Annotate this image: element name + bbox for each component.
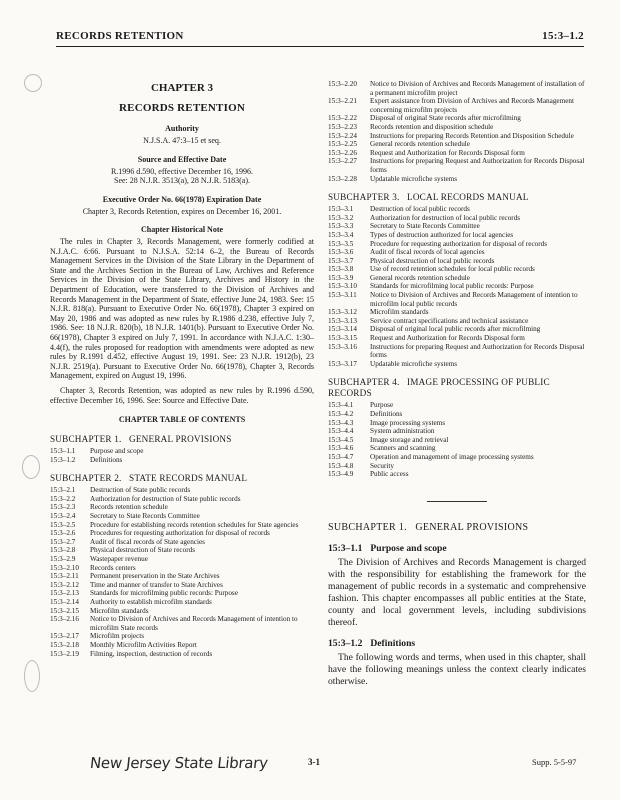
toc-entry [50, 495, 314, 504]
toc-entry-number: 15:3–3.9 [328, 273, 354, 282]
toc-entry-title: Scanners and scanning [370, 444, 436, 453]
library-stamp: New Jersey State Library [89, 754, 269, 772]
toc-entry-number: 15:3–3.4 [328, 230, 354, 239]
right-column [328, 80, 586, 697]
toc-subchapter-2-list [50, 486, 314, 658]
toc-entry [328, 291, 586, 308]
toc-entry [328, 80, 586, 97]
toc-entry [328, 240, 586, 249]
historical-note-heading: Chapter Historical Note [140, 225, 224, 234]
historical-note-paragraph-2: Chapter 3, Records Retention, was adopted as new rules by R.1996 d.590, effective December 16, 1996. See: Source and Effective Date. [50, 385, 314, 405]
toc-entry-title: Notice to Division of Archives and Records Management of intention to microfilm local public records [370, 291, 578, 308]
toc-entry-number: 15:3–2.28 [328, 174, 357, 183]
historical-note-paragraph: The rules in Chapter 3, Records Management, were formerly codified at N.J.A.C. 6:66. Pursuant to N.J.S.A. 52:14 6–2, the Bureau of Records Management Services in the Division of the State Library in the Department of State and the Archives Section in the Bureau of Law, Archives and Reference Services in the Division of the State Library, Archives and History in the Department of Education, were transferred to the Division of Archives and Records Management in the Department of State, effective June 24, 1983. See: 15 N.J.R. 818(a). Pursuant to Executive Order No. 66(1978), Chapter 3 expired on May 20, 1986 and was adopted as new rules by R.1986 d.238, effective July 7, 1986. See: 18 N.J.R. 820(b), 18 N.J.R. 1401(b). Pursuant to Executive Order No. 66(1978), Chapter 3 expired on July 7, 1991. In accordance with N.J.A.C. 1:30–4.4(f), the rules proposed for readoption with amendments were adopted as new rules by R.1991 d.452, effective August 19, 1991. See: 23 N.J.R. 1912(b), 23 N.J.R. 2519(a). Pursuant to Executive Order No. 66(1978), Chapter 3, Records Management, expired on August 19, 1996. [50, 237, 314, 381]
authority-text: N.J.S.A. 47:3–15 et seq. [143, 136, 221, 145]
toc-entry-number: 15:3–3.8 [328, 265, 354, 274]
toc-entry [50, 555, 314, 564]
toc-entry-title: Image processing systems [370, 418, 446, 427]
toc-entry [328, 444, 586, 453]
toc-entry-number: 15:3–2.7 [50, 537, 76, 546]
toc-entry [50, 546, 314, 555]
toc-entry-title: Destruction of State public records [90, 486, 191, 495]
toc-entry-title: Purpose [370, 401, 394, 410]
toc-entry [328, 157, 586, 174]
toc-entry-title: Expert assistance from Division of Archives and Records Management concerning microfilm projects [370, 97, 574, 114]
toc-entry-title: Microfilm projects [90, 632, 145, 641]
toc-entry-title: General records retention schedule [370, 140, 470, 149]
toc-entry-number: 15:3–2.11 [50, 572, 79, 581]
source-heading: Source and Effective Date [137, 154, 227, 164]
toc-entry-title: Authorization for destruction of State public records [90, 494, 241, 503]
toc-entry-number: 15:3–3.5 [328, 239, 354, 248]
toc-entry [328, 334, 586, 343]
running-header [56, 30, 584, 47]
toc-entry-number: 15:3–3.16 [328, 342, 357, 351]
toc-entry-number: 15:3–2.6 [50, 529, 76, 538]
toc-entry-number: 15:3–2.17 [50, 632, 79, 641]
toc-entry-title: Physical destruction of local public records [370, 256, 495, 265]
toc-entry [328, 231, 586, 240]
toc-entry-number: 15:3–2.20 [328, 80, 357, 88]
toc-subchapter-2-heading: SUBCHAPTER 2. STATE RECORDS MANUAL [50, 473, 248, 484]
toc-entry-number: 15:3–3.2 [328, 213, 354, 222]
toc-entry-title: General records retention schedule [370, 273, 470, 282]
toc-entry-title: Request and Authorization for Records Disposal form [370, 334, 525, 343]
toc-entry [50, 486, 314, 495]
toc-entry-title: Definitions [90, 455, 123, 464]
toc-entry [50, 512, 314, 521]
toc-entry-title: Public access [370, 470, 409, 479]
toc-entry-number: 15:3–2.14 [50, 598, 79, 606]
toc-entry-title: Microfilm standards [370, 308, 429, 317]
toc-entry-number: 15:3–3.13 [328, 316, 357, 325]
toc-entry-title: Monthly Microfilm Activities Report [90, 640, 197, 649]
toc-entry [328, 308, 586, 317]
toc-entry-title: Records centers [90, 563, 136, 572]
toc-entry-number: 15:3–3.6 [328, 248, 354, 257]
toc-entry-title: Microfilm standards [90, 606, 149, 615]
toc-entry [328, 97, 586, 114]
toc-entry-number: 15:3–2.24 [328, 131, 357, 140]
toc-entry-title: Image storage and retrieval [370, 435, 449, 444]
toc-entry [328, 470, 586, 479]
toc-entry-title: Updatable microfiche systems [370, 359, 458, 368]
section-divider [427, 501, 487, 502]
toc-entry-number: 15:3–4.3 [328, 418, 354, 427]
toc-subchapter-1-list [50, 447, 314, 464]
toc-entry [328, 114, 586, 123]
toc-entry [328, 401, 586, 410]
toc-entry [328, 149, 586, 158]
toc-entry [328, 214, 586, 223]
toc-subchapter-1-heading: SUBCHAPTER 1. GENERAL PROVISIONS [50, 434, 232, 445]
toc-entry-title: Disposal of original State records after microfilming [370, 114, 521, 123]
toc-entry-title: Instructions for preparing Request and Authorization for Records Disposal forms [370, 157, 585, 174]
toc-entry [50, 632, 314, 641]
page-number: 3-1 [308, 757, 320, 767]
toc-entry [328, 343, 586, 360]
toc-entry [328, 123, 586, 132]
toc-entry [50, 456, 314, 465]
toc-entry-number: 15:3–2.22 [328, 114, 357, 123]
toc-entry [50, 598, 314, 607]
toc-entry-number: 15:3–4.7 [328, 452, 354, 461]
toc-entry-number: 15:3–4.1 [328, 401, 354, 410]
toc-entry [50, 538, 314, 547]
section-1-1-text: The Division of Archives and Records Management is charged with the responsibility for establishing the framework for the management of public records in a systematic and comprehensive fashion. This chapter encompasses all public entities at the State, county and local government levels, including subdivisions thereof. [328, 556, 586, 628]
toc-entry-number: 15:3–3.14 [328, 325, 357, 334]
toc-entry-number: 15:3–2.2 [50, 494, 76, 503]
toc-subchapter-2-list-continued [328, 80, 586, 183]
toc-entry-number: 15:3–3.7 [328, 256, 354, 265]
authority-heading: Authority [165, 124, 199, 133]
toc-entry [328, 427, 586, 436]
toc-entry-number: 15:3–4.8 [328, 461, 354, 470]
toc-entry-title: Instructions for preparing Request and Authorization for Records Disposal forms [370, 342, 585, 360]
toc-entry [50, 503, 314, 512]
toc-entry-number: 15:3–2.10 [50, 563, 79, 572]
toc-entry [328, 257, 586, 266]
toc-entry-number: 15:3–2.27 [328, 157, 357, 166]
source-text: R.1996 d.590, effective December 16, 1996. See: 28 N.J.R. 3513(a), 28 N.J.R. 5183(a). [110, 166, 254, 185]
toc-entry-title: Notice to Division of Archives and Records Management of intention to microfilm State records [90, 615, 298, 632]
toc-entry-number: 15:3–2.15 [50, 606, 79, 615]
chapter-number: CHAPTER 3 [150, 82, 214, 94]
toc-entry [50, 607, 314, 616]
toc-entry-title: Physical destruction of State records [90, 546, 195, 555]
toc-entry [328, 274, 586, 283]
punch-hole-middle [22, 455, 40, 479]
toc-entry [328, 419, 586, 428]
toc-entry-title: Procedure for requesting authorization for disposal of records [370, 239, 548, 248]
toc-entry-title: Records retention and disposition schedule [370, 122, 494, 131]
toc-entry-title: Operation and management of image processing systems [370, 452, 534, 461]
toc-entry-number: 15:3–4.6 [328, 444, 354, 453]
toc-entry-number: 15:3–2.12 [50, 580, 79, 589]
toc-entry-title: Definitions [370, 410, 403, 418]
toc-entry-number: 15:3–2.4 [50, 512, 76, 521]
toc-entry [328, 453, 586, 462]
executive-order-heading: Executive Order No. 66(1978) Expiration Date [102, 194, 262, 204]
toc-entry-number: 15:3–2.5 [50, 520, 76, 529]
toc-entry-number: 15:3–4.2 [328, 410, 354, 418]
toc-entry [328, 410, 586, 419]
toc-entry-title: System administration [370, 427, 435, 436]
toc-entry-title: Updatable microfiche systems [370, 174, 458, 183]
toc-entry-number: 15:3–4.4 [328, 427, 354, 436]
chapter-title: RECORDS RETENTION [119, 102, 245, 114]
toc-entry-title: Authorization for destruction of local public records [370, 213, 521, 222]
toc-entry-title: Procedure for establishing records retention schedules for State agencies [90, 520, 299, 529]
toc-subchapter-4-heading: SUBCHAPTER 4. IMAGE PROCESSING OF PUBLIC RECORDS [328, 377, 550, 399]
toc-entry [328, 140, 586, 149]
toc-entry-number: 15:3–2.25 [328, 140, 357, 149]
toc-entry-number: 15:3–3.12 [328, 308, 357, 317]
executive-order-text: Chapter 3, Records Retention, expires on December 16, 2001. [82, 206, 282, 216]
toc-entry-number: 15:3–3.3 [328, 222, 354, 231]
toc-entry-title: Disposal of original local public records after microfilming [370, 325, 541, 334]
toc-entry-title: Purpose and scope [90, 447, 144, 456]
toc-entry [50, 564, 314, 573]
section-1-2-text: The following words and terms, when used in this chapter, shall have the following meanings unless the context clearly indicates otherwise. [328, 651, 586, 687]
toc-entry-title: Authority to establish microfilm standards [90, 598, 212, 606]
toc-entry-title: Records retention schedule [90, 503, 168, 512]
toc-entry-title: Standards for microfilming local public records: Purpose [370, 282, 534, 291]
toc-entry [50, 589, 314, 598]
subchapter-1-heading: SUBCHAPTER 1. GENERAL PROVISIONS [328, 521, 529, 533]
toc-entry [328, 317, 586, 326]
toc-entry-title: Secretary to State Records Committee [370, 222, 480, 231]
toc-entry [50, 615, 314, 632]
toc-entry-number: 15:3–3.11 [328, 291, 357, 300]
toc-entry [328, 360, 586, 369]
toc-entry-title: Time and manner of transfer to State Archives [90, 580, 223, 589]
toc-entry [328, 462, 586, 471]
supplement-date: Supp. 5-5-97 [532, 757, 577, 767]
toc-entry-number: 15:3–3.1 [328, 205, 354, 214]
toc-entry-number: 15:3–3.10 [328, 282, 357, 291]
toc-entry-number: 15:3–3.15 [328, 334, 357, 343]
toc-entry-number: 15:3–3.17 [328, 359, 357, 368]
toc-entry-title: Audit of fiscal records of local agencies [370, 248, 485, 257]
toc-entry-number: 15:3–2.21 [328, 97, 357, 106]
toc-entry-title: Types of destruction authorized for local agencies [370, 230, 514, 239]
punch-hole-top [24, 74, 42, 92]
toc-entry [328, 282, 586, 291]
toc-entry-title: Use of record retention schedules for local public records [370, 265, 535, 274]
header-section-number: 15:3–1.2 [542, 30, 584, 42]
section-1-2-heading: 15:3–1.2 Definitions [328, 637, 416, 649]
toc-entry-number: 15:3–2.18 [50, 640, 79, 649]
punch-hole-bottom [24, 660, 40, 692]
toc-entry-title: Service contract specifications and technical assistance [370, 316, 529, 325]
toc-entry [50, 641, 314, 650]
toc-entry [50, 529, 314, 538]
toc-entry-number: 15:3–4.5 [328, 435, 354, 444]
toc-entry [328, 436, 586, 445]
toc-entry [50, 521, 314, 530]
toc-entry-number: 15:3–2.13 [50, 589, 79, 598]
toc-entry-title: Destruction of local public records [370, 205, 470, 214]
section-1-1-heading: 15:3–1.1 Purpose and scope [328, 542, 447, 554]
toc-entry [328, 248, 586, 257]
toc-entry-title: Wastepaper revenue [90, 555, 148, 564]
toc-subchapter-3-list [328, 205, 586, 368]
toc-entry-title: Instructions for preparing Records Retention and Disposition Schedule [370, 131, 574, 140]
toc-subchapter-4-list [328, 401, 586, 478]
toc-entry-number: 15:3–2.19 [50, 649, 79, 658]
toc-entry-number: 15:3–1.1 [50, 447, 76, 456]
toc-entry-number: 15:3–4.9 [328, 470, 354, 479]
toc-entry-title: Standards for microfilming public records: Purpose [90, 589, 238, 598]
toc-entry-number: 15:3–2.9 [50, 555, 76, 564]
toc-entry-title: Audit of fiscal records of State agencies [90, 537, 205, 546]
toc-entry [50, 447, 314, 456]
toc-entry-number: 15:3–2.1 [50, 486, 76, 495]
toc-entry [328, 325, 586, 334]
toc-entry [50, 572, 314, 581]
toc-entry [328, 132, 586, 141]
toc-entry-title: Permanent preservation in the State Archives [90, 572, 220, 581]
toc-entry [328, 265, 586, 274]
toc-heading: CHAPTER TABLE OF CONTENTS [118, 415, 246, 425]
toc-entry-title: Notice to Division of Archives and Records Management of installation of a permanent microfilm project [370, 80, 585, 97]
toc-entry-number: 15:3–2.3 [50, 503, 76, 512]
left-column [50, 82, 314, 658]
toc-entry-number: 15:3–1.2 [50, 455, 76, 464]
toc-entry-number: 15:3–2.26 [328, 148, 357, 157]
toc-entry [328, 205, 586, 214]
toc-entry-number: 15:3–2.8 [50, 546, 76, 555]
toc-entry-title: Filming, inspection, destruction of records [90, 649, 213, 658]
toc-entry-number: 15:3–2.23 [328, 122, 357, 131]
toc-entry [328, 175, 586, 184]
toc-subchapter-3-heading: SUBCHAPTER 3. LOCAL RECORDS MANUAL [328, 192, 529, 203]
toc-entry [328, 222, 586, 231]
toc-entry-title: Secretary to State Records Committee [90, 512, 200, 521]
toc-entry [50, 650, 314, 659]
toc-entry [50, 581, 314, 590]
toc-entry-number: 15:3–2.16 [50, 615, 79, 624]
toc-entry-title: Procedures for requesting authorization for disposal of records [90, 529, 270, 538]
toc-entry-title: Security [370, 461, 394, 470]
header-title: RECORDS RETENTION [56, 30, 184, 42]
toc-entry-title: Request and Authorization for Records Disposal form [370, 148, 525, 157]
